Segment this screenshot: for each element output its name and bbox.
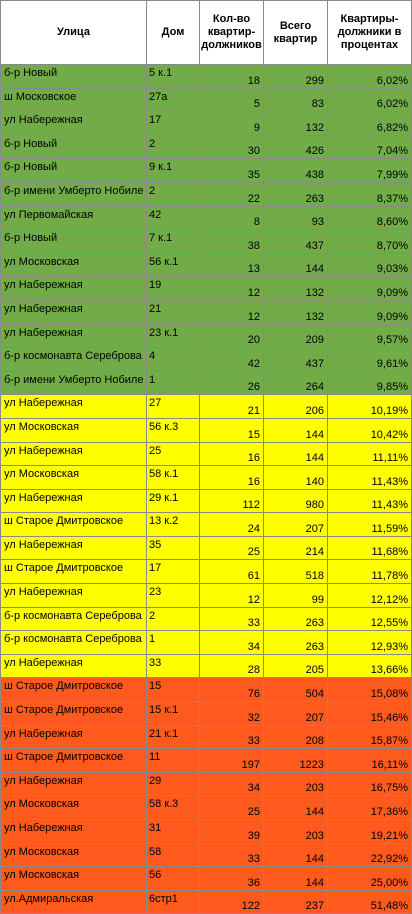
house-cell[interactable]: 58 [147, 843, 200, 867]
table-row [1, 182, 412, 206]
house-cell[interactable]: 21 к.1 [147, 725, 200, 749]
percent-cell[interactable]: 12,12% [328, 584, 412, 608]
percent-cell[interactable]: 12,55% [328, 607, 412, 631]
total-cell[interactable]: 83 [264, 88, 328, 112]
percent-cell[interactable]: 7,04% [328, 135, 412, 159]
debtors-cell[interactable]: 33 [200, 607, 264, 631]
total-cell[interactable]: 208 [264, 725, 328, 749]
table-row [1, 843, 412, 867]
total-cell[interactable]: 426 [264, 135, 328, 159]
street-cell[interactable]: ул Набережная [1, 584, 147, 608]
street-cell[interactable]: б-р Новый [1, 159, 147, 183]
debtors-cell[interactable]: 25 [200, 536, 264, 560]
debtors-cell[interactable]: 5 [200, 88, 264, 112]
house-cell[interactable]: 4 [147, 348, 200, 372]
total-cell[interactable]: 203 [264, 772, 328, 796]
debtors-cell[interactable]: 12 [200, 300, 264, 324]
debtors-cell[interactable]: 13 [200, 253, 264, 277]
street-cell[interactable]: ул Московская [1, 796, 147, 820]
house-cell[interactable]: 5 к.1 [147, 65, 200, 89]
total-cell[interactable]: 205 [264, 654, 328, 678]
table-row [1, 584, 412, 608]
street-cell[interactable]: б-р Новый [1, 230, 147, 254]
total-cell[interactable]: 518 [264, 560, 328, 584]
table-row [1, 772, 412, 796]
total-cell[interactable]: 93 [264, 206, 328, 230]
total-cell[interactable]: 203 [264, 820, 328, 844]
house-cell[interactable]: 29 к.1 [147, 489, 200, 513]
house-cell[interactable]: 9 к.1 [147, 159, 200, 183]
debtors-cell[interactable]: 34 [200, 772, 264, 796]
percent-cell[interactable]: 9,85% [328, 371, 412, 395]
debtors-cell[interactable]: 76 [200, 678, 264, 702]
house-cell[interactable]: 29 [147, 772, 200, 796]
total-cell[interactable]: 144 [264, 843, 328, 867]
percent-cell[interactable]: 16,75% [328, 772, 412, 796]
percent-cell[interactable]: 8,70% [328, 230, 412, 254]
percent-cell[interactable]: 10,19% [328, 395, 412, 419]
house-cell[interactable]: 35 [147, 536, 200, 560]
house-cell[interactable]: 58 к.3 [147, 796, 200, 820]
total-cell[interactable]: 99 [264, 584, 328, 608]
house-cell[interactable]: 2 [147, 607, 200, 631]
total-cell[interactable]: 1223 [264, 749, 328, 773]
street-cell[interactable]: б-р космонавта Сереброва [1, 631, 147, 655]
header-house[interactable]: Дом [147, 1, 200, 65]
debtors-cell[interactable]: 26 [200, 371, 264, 395]
total-cell[interactable]: 144 [264, 867, 328, 891]
table-row [1, 418, 412, 442]
house-cell[interactable]: 33 [147, 654, 200, 678]
percent-cell[interactable]: 11,43% [328, 489, 412, 513]
street-cell[interactable]: ш Старое Дмитровское [1, 560, 147, 584]
total-cell[interactable]: 980 [264, 489, 328, 513]
table-row [1, 536, 412, 560]
debtors-cell[interactable]: 34 [200, 631, 264, 655]
table-row [1, 112, 412, 136]
debtors-cell[interactable]: 9 [200, 112, 264, 136]
percent-cell[interactable]: 11,43% [328, 466, 412, 490]
table-row [1, 489, 412, 513]
total-cell[interactable]: 144 [264, 442, 328, 466]
street-cell[interactable]: ул Набережная [1, 112, 147, 136]
header-percent[interactable]: Квартиры-должники в процентах [328, 1, 412, 65]
percent-cell[interactable]: 12,93% [328, 631, 412, 655]
table-header [1, 1, 412, 65]
table-row [1, 65, 412, 89]
header-row [1, 1, 412, 65]
street-cell[interactable]: ул Московская [1, 466, 147, 490]
table-row [1, 230, 412, 254]
street-cell[interactable]: ул Московская [1, 253, 147, 277]
debtors-cell[interactable]: 122 [200, 890, 264, 914]
total-cell[interactable]: 214 [264, 536, 328, 560]
debtors-cell[interactable]: 32 [200, 702, 264, 726]
header-total[interactable]: Всего квартир [264, 1, 328, 65]
total-cell[interactable]: 438 [264, 159, 328, 183]
table-row [1, 277, 412, 301]
table-row [1, 253, 412, 277]
percent-cell[interactable]: 7,99% [328, 159, 412, 183]
table-row [1, 513, 412, 537]
total-cell[interactable]: 144 [264, 418, 328, 442]
debtors-cell[interactable]: 12 [200, 584, 264, 608]
header-street[interactable]: Улица [1, 1, 147, 65]
table-row [1, 654, 412, 678]
percent-cell[interactable]: 6,02% [328, 65, 412, 89]
total-cell[interactable]: 132 [264, 300, 328, 324]
house-cell[interactable]: 25 [147, 442, 200, 466]
total-cell[interactable]: 237 [264, 890, 328, 914]
header-debtors[interactable]: Кол-во квартир-должников [200, 1, 264, 65]
street-cell[interactable]: ул Московская [1, 843, 147, 867]
table-row [1, 324, 412, 348]
debtors-cell[interactable]: 36 [200, 867, 264, 891]
debtors-cell[interactable]: 33 [200, 725, 264, 749]
percent-cell[interactable]: 17,36% [328, 796, 412, 820]
street-cell[interactable]: б-р Новый [1, 135, 147, 159]
percent-cell[interactable]: 10,42% [328, 418, 412, 442]
debtors-cell[interactable]: 197 [200, 749, 264, 773]
percent-cell[interactable]: 9,09% [328, 300, 412, 324]
total-cell[interactable]: 263 [264, 631, 328, 655]
house-cell[interactable]: 56 [147, 867, 200, 891]
street-cell[interactable]: б-р имени Умберто Нобиле [1, 182, 147, 206]
debtors-cell[interactable]: 24 [200, 513, 264, 537]
street-cell[interactable]: ул Набережная [1, 300, 147, 324]
street-cell[interactable]: ул Первомайская [1, 206, 147, 230]
total-cell[interactable]: 207 [264, 513, 328, 537]
house-cell[interactable]: 2 [147, 135, 200, 159]
total-cell[interactable]: 504 [264, 678, 328, 702]
table-row [1, 395, 412, 419]
debtors-cell[interactable]: 16 [200, 466, 264, 490]
percent-cell[interactable]: 8,37% [328, 182, 412, 206]
street-cell[interactable]: ул Набережная [1, 536, 147, 560]
table-row [1, 890, 412, 914]
house-cell[interactable]: 2 [147, 182, 200, 206]
table-row [1, 749, 412, 773]
house-cell[interactable]: 7 к.1 [147, 230, 200, 254]
street-cell[interactable]: ул Набережная [1, 395, 147, 419]
total-cell[interactable]: 132 [264, 112, 328, 136]
total-cell[interactable]: 437 [264, 348, 328, 372]
table-row [1, 631, 412, 655]
house-cell[interactable]: 56 к.3 [147, 418, 200, 442]
house-cell[interactable]: 1 [147, 371, 200, 395]
house-cell[interactable]: 56 к.1 [147, 253, 200, 277]
percent-cell[interactable]: 11,78% [328, 560, 412, 584]
debtors-cell[interactable]: 12 [200, 277, 264, 301]
percent-cell[interactable]: 9,09% [328, 277, 412, 301]
debtors-cell[interactable]: 18 [200, 65, 264, 89]
street-cell[interactable]: ш Старое Дмитровское [1, 702, 147, 726]
total-cell[interactable]: 132 [264, 277, 328, 301]
percent-cell[interactable]: 15,46% [328, 702, 412, 726]
table-row [1, 442, 412, 466]
percent-cell[interactable]: 19,21% [328, 820, 412, 844]
street-cell[interactable]: ул.Адмиральская [1, 890, 147, 914]
table-row [1, 159, 412, 183]
table-row [1, 88, 412, 112]
street-cell[interactable]: ул Набережная [1, 820, 147, 844]
total-cell[interactable]: 437 [264, 230, 328, 254]
street-cell[interactable]: ул Московская [1, 418, 147, 442]
house-cell[interactable]: 23 [147, 584, 200, 608]
percent-cell[interactable]: 13,66% [328, 654, 412, 678]
street-cell[interactable]: ул Московская [1, 867, 147, 891]
percent-cell[interactable]: 9,57% [328, 324, 412, 348]
debtors-cell[interactable]: 39 [200, 820, 264, 844]
street-cell[interactable]: ул Набережная [1, 725, 147, 749]
debtors-cell[interactable]: 16 [200, 442, 264, 466]
percent-cell[interactable]: 6,02% [328, 88, 412, 112]
street-cell[interactable]: б-р космонавта Сереброва [1, 348, 147, 372]
house-cell[interactable]: 21 [147, 300, 200, 324]
house-cell[interactable]: 17 [147, 560, 200, 584]
table-row [1, 300, 412, 324]
table-row [1, 466, 412, 490]
house-cell[interactable]: 42 [147, 206, 200, 230]
percent-cell[interactable]: 9,03% [328, 253, 412, 277]
total-cell[interactable]: 144 [264, 253, 328, 277]
house-cell[interactable]: 58 к.1 [147, 466, 200, 490]
house-cell[interactable]: 13 к.2 [147, 513, 200, 537]
total-cell[interactable]: 263 [264, 182, 328, 206]
percent-cell[interactable]: 11,59% [328, 513, 412, 537]
street-cell[interactable]: ш Старое Дмитровское [1, 513, 147, 537]
debtors-cell[interactable]: 25 [200, 796, 264, 820]
house-cell[interactable]: 1 [147, 631, 200, 655]
house-cell[interactable]: 15 к.1 [147, 702, 200, 726]
house-cell[interactable]: 11 [147, 749, 200, 773]
table-row [1, 607, 412, 631]
street-cell[interactable]: ул Набережная [1, 489, 147, 513]
percent-cell[interactable]: 25,00% [328, 867, 412, 891]
total-cell[interactable]: 263 [264, 607, 328, 631]
percent-cell[interactable]: 11,11% [328, 442, 412, 466]
street-cell[interactable]: ул Набережная [1, 277, 147, 301]
debtors-cell[interactable]: 35 [200, 159, 264, 183]
street-cell[interactable]: ул Набережная [1, 772, 147, 796]
total-cell[interactable]: 264 [264, 371, 328, 395]
house-cell[interactable]: 6стр1 [147, 890, 200, 914]
percent-cell[interactable]: 11,68% [328, 536, 412, 560]
percent-cell[interactable]: 22,92% [328, 843, 412, 867]
house-cell[interactable]: 27 [147, 395, 200, 419]
street-cell[interactable]: ш Старое Дмитровское [1, 678, 147, 702]
table-row [1, 702, 412, 726]
table-row [1, 348, 412, 372]
percent-cell[interactable]: 15,87% [328, 725, 412, 749]
table-row [1, 678, 412, 702]
debtors-cell[interactable]: 38 [200, 230, 264, 254]
debtors-cell[interactable]: 112 [200, 489, 264, 513]
street-cell[interactable]: ул Набережная [1, 442, 147, 466]
street-cell[interactable]: ул Набережная [1, 654, 147, 678]
debtors-cell[interactable]: 21 [200, 395, 264, 419]
table-row [1, 206, 412, 230]
house-cell[interactable]: 23 к.1 [147, 324, 200, 348]
house-cell[interactable]: 27а [147, 88, 200, 112]
total-cell[interactable]: 206 [264, 395, 328, 419]
total-cell[interactable]: 209 [264, 324, 328, 348]
table-row [1, 796, 412, 820]
debtors-cell[interactable]: 20 [200, 324, 264, 348]
street-cell[interactable]: б-р Новый [1, 65, 147, 89]
street-cell[interactable]: б-р имени Умберто Нобиле [1, 371, 147, 395]
total-cell[interactable]: 144 [264, 796, 328, 820]
house-cell[interactable]: 19 [147, 277, 200, 301]
table-row [1, 725, 412, 749]
table-row [1, 867, 412, 891]
total-cell[interactable]: 299 [264, 65, 328, 89]
total-cell[interactable]: 207 [264, 702, 328, 726]
house-cell[interactable]: 31 [147, 820, 200, 844]
debtors-cell[interactable]: 22 [200, 182, 264, 206]
street-cell[interactable]: ш Московское [1, 88, 147, 112]
street-cell[interactable]: б-р космонавта Сереброва [1, 607, 147, 631]
debtors-cell[interactable]: 30 [200, 135, 264, 159]
street-cell[interactable]: ш Старое Дмитровское [1, 749, 147, 773]
percent-cell[interactable]: 8,60% [328, 206, 412, 230]
house-cell[interactable]: 17 [147, 112, 200, 136]
debtors-cell[interactable]: 42 [200, 348, 264, 372]
debtors-cell[interactable]: 8 [200, 206, 264, 230]
table-row [1, 135, 412, 159]
percent-cell[interactable]: 9,61% [328, 348, 412, 372]
debtors-cell[interactable]: 33 [200, 843, 264, 867]
percent-cell[interactable]: 16,11% [328, 749, 412, 773]
street-cell[interactable]: ул Набережная [1, 324, 147, 348]
table-row [1, 371, 412, 395]
percent-cell[interactable]: 6,82% [328, 112, 412, 136]
table-row [1, 560, 412, 584]
table-body [1, 65, 412, 914]
total-cell[interactable]: 140 [264, 466, 328, 490]
debtors-cell[interactable]: 28 [200, 654, 264, 678]
debtors-cell[interactable]: 15 [200, 418, 264, 442]
percent-cell[interactable]: 15,08% [328, 678, 412, 702]
house-cell[interactable]: 15 [147, 678, 200, 702]
percent-cell[interactable]: 51,48% [328, 890, 412, 914]
table-row [1, 820, 412, 844]
debtors-cell[interactable]: 61 [200, 560, 264, 584]
